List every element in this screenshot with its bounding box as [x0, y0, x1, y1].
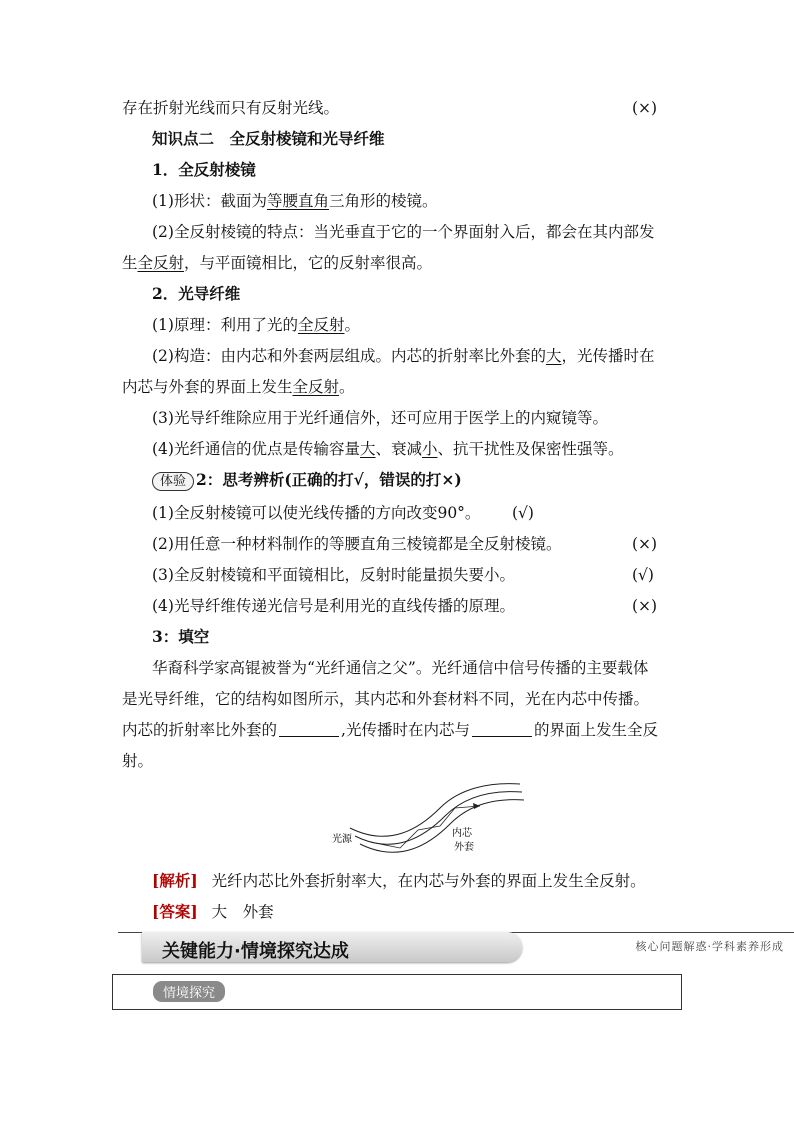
fill-blank — [279, 722, 339, 737]
paragraph: (1)形状：截面为等腰直角三角形的棱镜。 — [152, 192, 438, 210]
paragraph: 内芯的折射率比外套的 ,光传播时在内芯与 的界面上发生全反 — [122, 721, 658, 739]
analysis: [解析] 光纤内芯比外套折射率大，在内芯与外套的界面上发生全反射。 — [152, 871, 646, 890]
situation-tag: 情境探究 — [153, 981, 225, 1002]
experience-heading: 体验 2：思考辨析(正确的打√，错误的打×) — [152, 470, 462, 491]
answer-label: [答案] — [152, 902, 198, 921]
paragraph: (1)原理：利用了光的全反射。 — [152, 316, 360, 334]
paragraph: 内芯与外套的界面上发生全反射。 — [122, 378, 355, 396]
subsection-title: 2．光导纤维 — [152, 284, 241, 303]
banner-subtitle: 核心问题解惑·学科素养形成 — [635, 940, 784, 953]
question-4: (4)光导纤维传递光信号是利用光的直线传播的原理。 — [152, 597, 515, 615]
label-cladding: 外套 — [454, 842, 474, 853]
paragraph: 是光导纤维，它的结构如图所示，其内芯和外套材料不同，光在内芯中传播。 — [122, 690, 650, 708]
answer-mark: (×) — [632, 535, 658, 553]
paragraph: (4)光纤通信的优点是传输容量大、衰减小、抗干扰性及保密性强等。 — [152, 440, 624, 458]
label-core: 内芯 — [452, 828, 472, 839]
section-banner — [118, 929, 794, 963]
answer-mark: (√) — [512, 504, 534, 522]
answer-mark: (√) — [632, 566, 654, 584]
subsection-title: 1．全反射棱镜 — [152, 160, 256, 179]
subsection-title: 3：填空 — [152, 627, 210, 646]
paragraph: (2)全反射棱镜的特点：当光垂直于它的一个界面射入后，都会在其内部发 — [152, 223, 655, 241]
question-1: (1)全反射棱镜可以使光线传播的方向改变90°。 — [152, 504, 481, 522]
fill-blank — [472, 722, 532, 737]
paragraph: (2)构造：由内芯和外套两层组成。内芯的折射率比外套的大，光传播时在 — [152, 347, 655, 365]
paragraph: 生全反射，与平面镜相比，它的反射率很高。 — [122, 254, 433, 272]
paragraph: (3)光导纤维除应用于光纤通信外，还可应用于医学上的内窥镜等。 — [152, 409, 608, 427]
section-heading: 知识点二 全反射棱镜和光导纤维 — [152, 129, 385, 148]
question-2: (2)用任意一种材料制作的等腰直角三棱镜都是全反射棱镜。 — [152, 535, 562, 553]
question-3: (3)全反射棱镜和平面镜相比，反射时能量损失要小。 — [152, 566, 515, 584]
situation-box — [112, 974, 682, 1010]
answer-mark: (×) — [632, 99, 658, 117]
experience-badge: 体验 — [152, 472, 194, 491]
analysis-label: [解析] — [152, 871, 198, 890]
banner-title: 关键能力·情境探究达成 — [162, 941, 349, 962]
answer-mark: (×) — [632, 597, 658, 615]
optical-fiber-figure — [330, 778, 530, 854]
paragraph: 华裔科学家高锟被誉为“光纤通信之父”。光纤通信中信号传播的主要载体 — [152, 659, 649, 677]
answer: [答案] 大 外套 — [152, 902, 274, 921]
line-1: 存在折射光线而只有反射光线。 — [122, 99, 340, 117]
paragraph: 射。 — [122, 752, 154, 770]
label-light-source: 光源 — [332, 834, 352, 845]
